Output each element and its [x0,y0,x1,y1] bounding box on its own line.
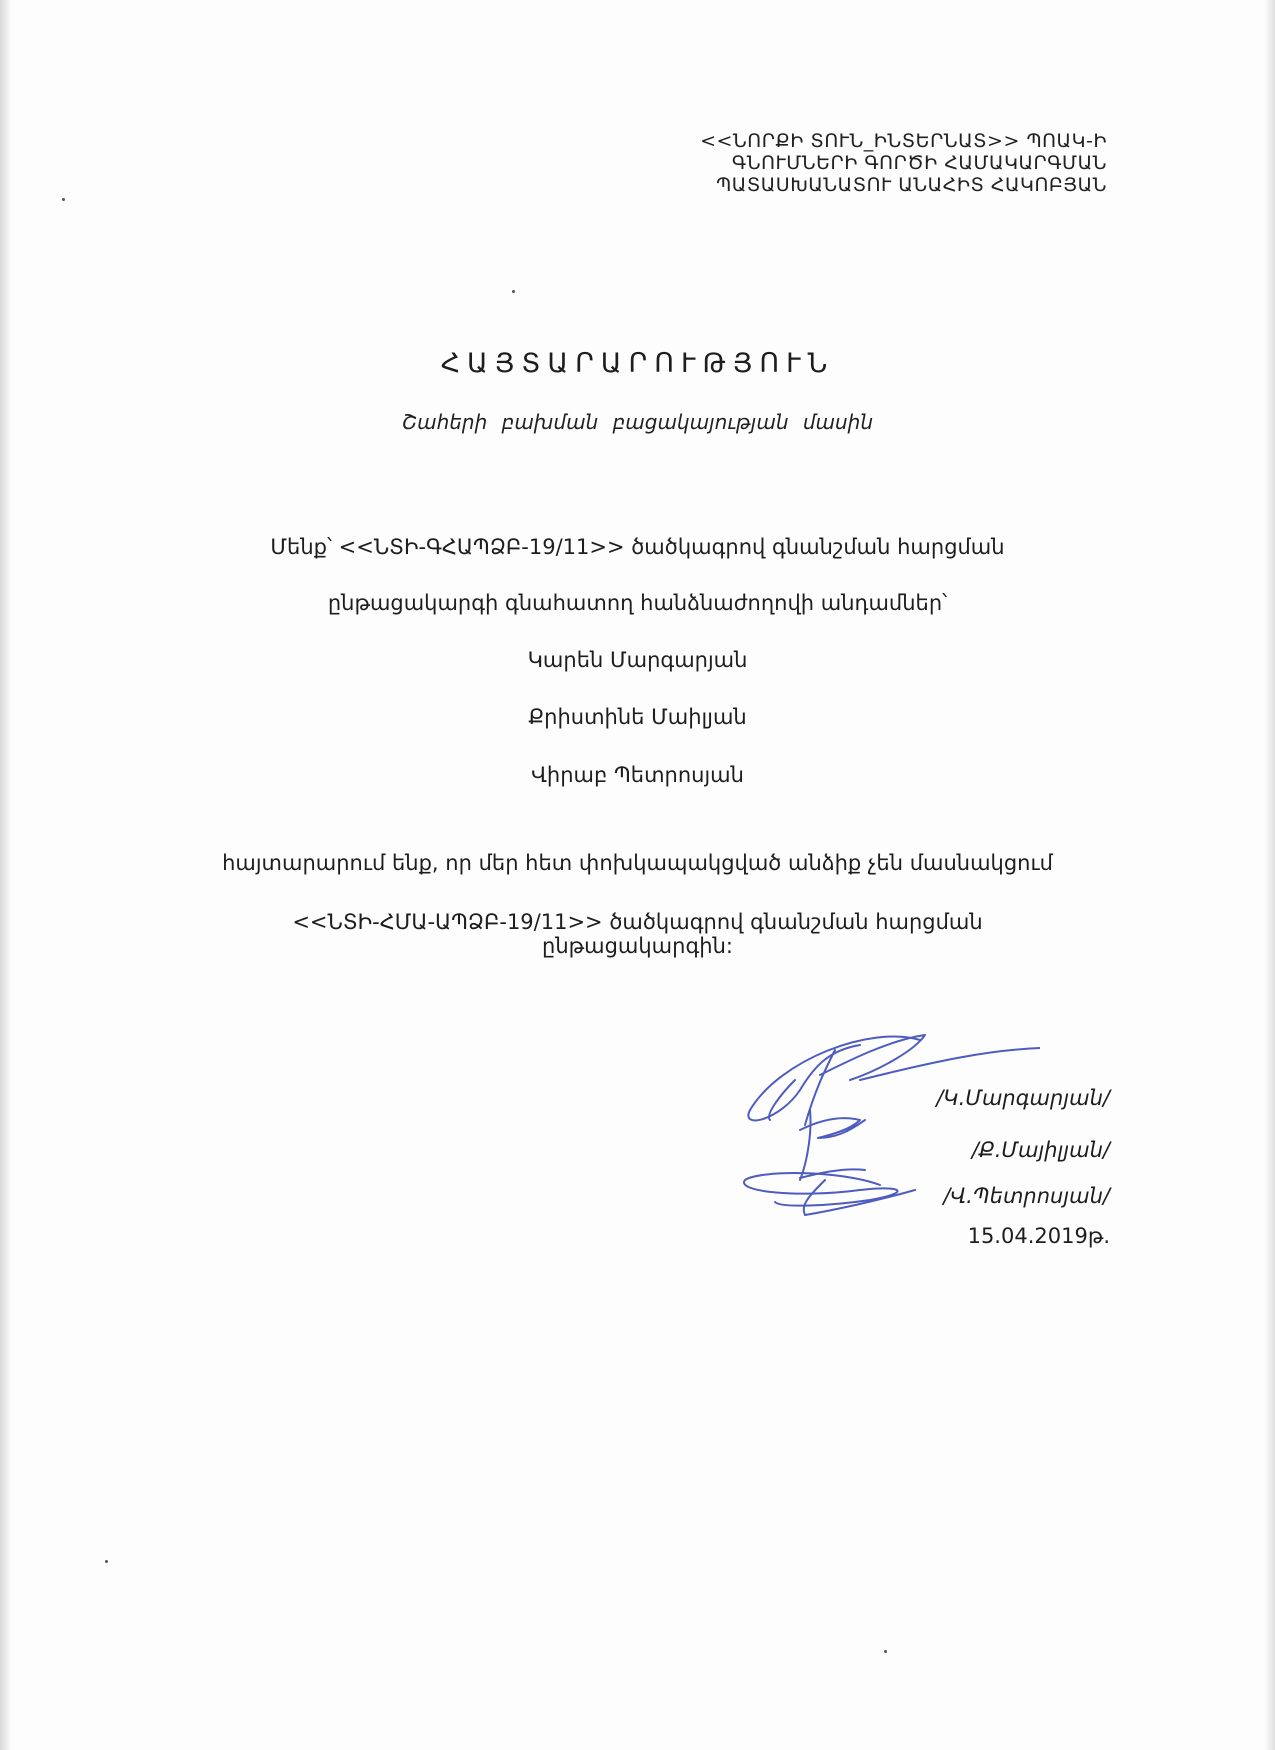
scan-speck [512,290,515,293]
body-line-2: ընթացակարգի գնահատող հանձնաժողովի անդամներ՝ [327,591,948,615]
scan-speck [884,1650,887,1653]
scan-speck [105,1560,108,1563]
signature-block [936,1086,1110,1248]
scan-edge-right [1265,0,1275,1750]
document-subtitle: Շահերի բախման բացակայության մասին [401,410,874,434]
signature-1-strokes [805,1035,925,1125]
body-line-3: հայտարարում ենք, որ մեր հետ փոխկապակցված անձիք չեն մասնակցում [222,851,1053,875]
body-line-5: ընթացակարգին: [542,934,733,958]
signature-1-loop [748,1036,920,1120]
scan-edge-left [0,0,12,1750]
signature-name-2: /Ք.Մայիլյան/ [971,1138,1110,1162]
addressee-line-3: ՊԱՏԱՍԽԱՆԱՏՈՒ ԱՆԱՀԻՏ ՀԱԿՈԲՅԱՆ [716,174,1107,196]
addressee-block [700,130,1107,196]
member-name-3: Վիրաբ Պետրոսյան [531,763,744,787]
addressee-line-2: ԳՆՈՒՄՆԵՐԻ ԳՈՐԾԻ ՀԱՄԱԿԱՐԳՄԱՆ [731,152,1107,174]
scan-speck [62,198,65,201]
member-name-1: Կարեն Մարգարյան [527,648,748,672]
body-line-4: <<ՆՏԻ-ՀՄԱ-ԱՊՁԲ-19/11>> ծածկագրով գնանշման հարցման [292,910,983,934]
document-title: ՀԱՅՏԱՐԱՐՈՒԹՅՈՒՆ [440,348,835,379]
member-name-2: Քրիստինե Մաիլյան [528,705,747,729]
signature-name-1: /Կ.Մարգարյան/ [936,1086,1110,1110]
signature-date: 15.04.2019թ. [967,1224,1110,1248]
addressee-line-1: <<ՆՈՐՔԻ ՏՈՒՆ_ԻՆՏԵՐՆԱՏ>> ՊՈԱԿ-Ի [700,130,1107,152]
signature-name-3: /Վ.Պետրոսյան/ [943,1184,1110,1208]
body-line-1: Մենք՝ <<ՆՏԻ-ԳՀԱՊՁԲ-19/11>> ծածկագրով գնանշման հարցման [270,535,1005,559]
